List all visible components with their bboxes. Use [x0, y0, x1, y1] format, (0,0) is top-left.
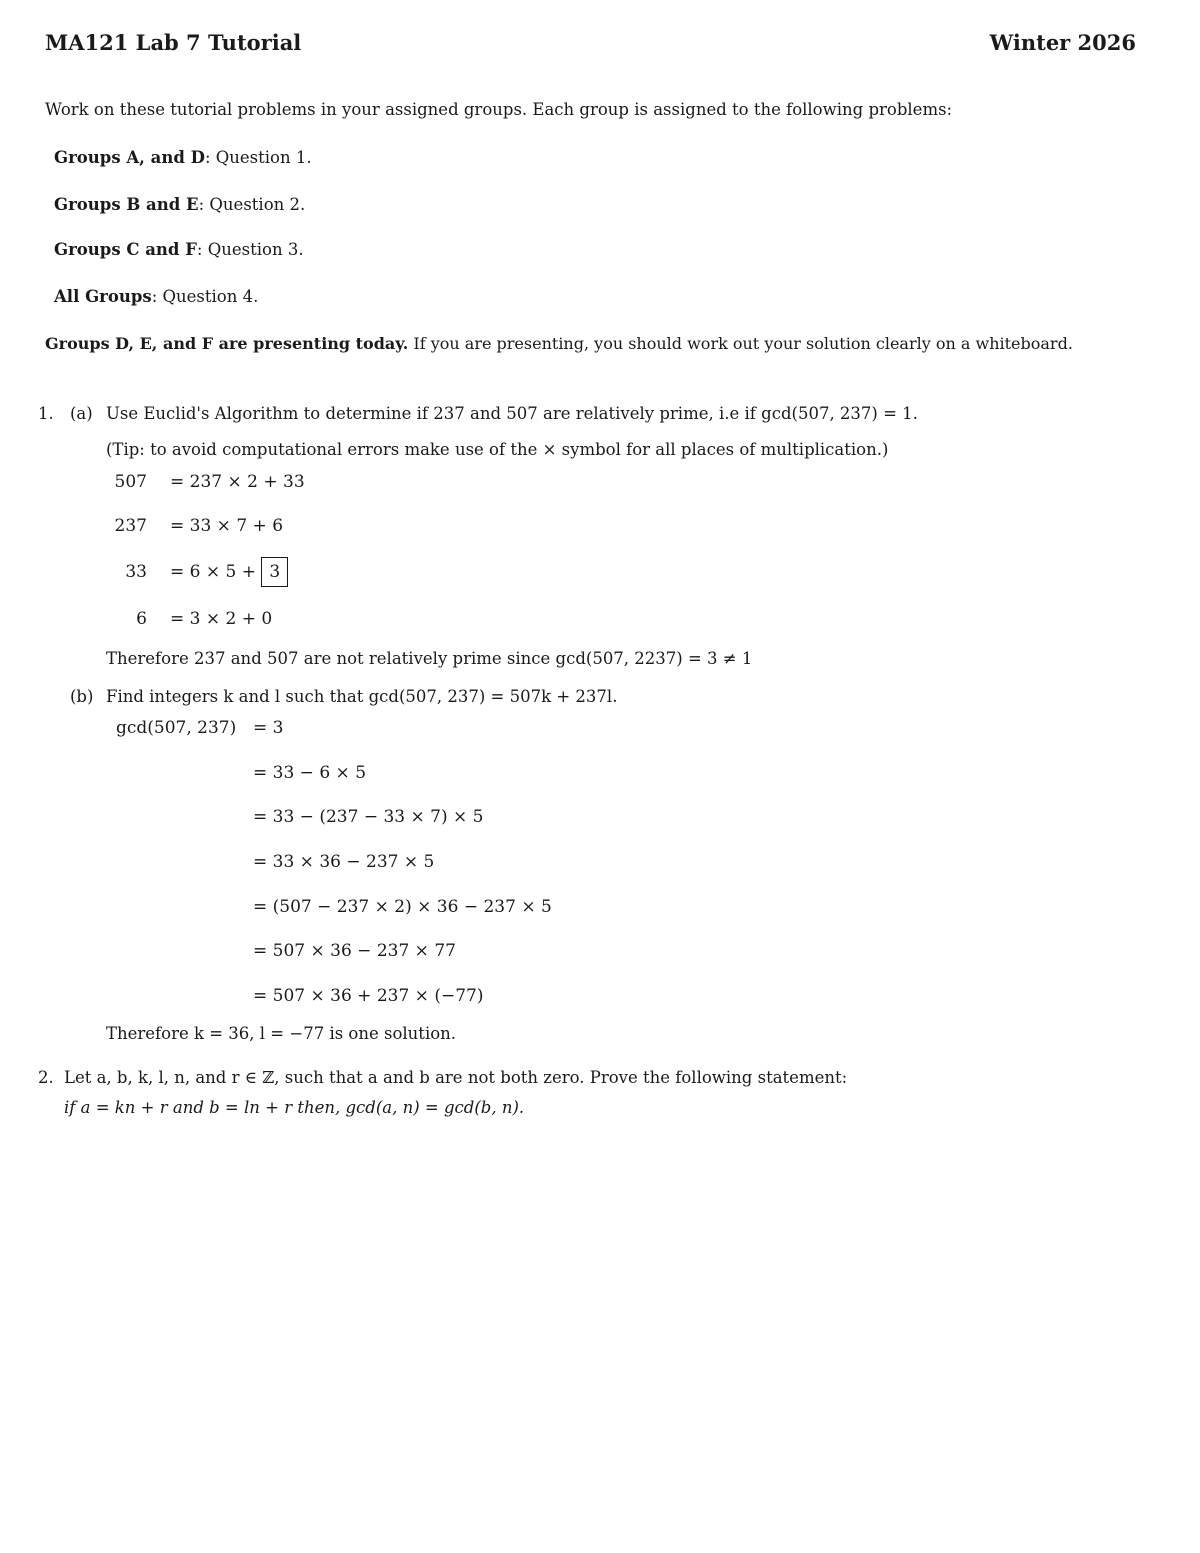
part-b-prompt: Find integers k and l such that gcd(507, 237) = 507k + 237l.: [106, 687, 618, 706]
term-label: Winter 2026: [989, 30, 1136, 55]
euclid-lhs: 507: [114, 472, 147, 492]
assignment-groups: Groups B and E: [54, 195, 199, 214]
assignment-item: [54, 287, 258, 306]
part-label-a: (a): [70, 404, 93, 423]
gcd-lhs: gcd(507, 237): [116, 718, 237, 738]
tip-text: (Tip: to avoid computational errors make use of the × symbol for all places of multiplication.): [106, 440, 889, 459]
page-title: MA121 Lab 7 Tutorial: [45, 30, 302, 55]
derivation-step: = 3: [253, 718, 284, 738]
euclid-rhs: = 237 × 2 + 33: [170, 472, 305, 492]
assignment-groups: Groups C and F: [54, 240, 197, 259]
intro-text: Work on these tutorial problems in your assigned groups. Each group is assigned to the following problems:: [45, 100, 953, 119]
derivation-step: = 33 × 36 − 237 × 5: [253, 852, 435, 872]
part-b-conclusion: Therefore k = 36, l = −77 is one solution.: [106, 1024, 457, 1043]
assignment-groups: Groups A, and D: [54, 148, 205, 167]
presenting-bold: Groups D, E, and F are presenting today.: [45, 334, 409, 353]
euclid-lhs: 237: [114, 516, 147, 536]
assignment-question: : Question 3.: [196, 240, 304, 259]
part-label-b: (b): [70, 687, 94, 706]
derivation-step: = 33 − (237 − 33 × 7) × 5: [253, 807, 484, 827]
assignment-item: [54, 148, 312, 167]
derivation-step: = 507 × 36 + 237 × (−77): [253, 986, 484, 1006]
gcd-boxed-value: 3: [261, 557, 288, 587]
euclid-lhs: 6: [136, 609, 147, 629]
question-2-statement: if a = kn + r and b = ln + r then, gcd(a, n) = gcd(b, n).: [64, 1098, 525, 1117]
assignment-question: : Question 2.: [198, 195, 306, 214]
assignment-item: [54, 240, 304, 259]
euclid-rhs-row: [170, 556, 288, 587]
assignment-question: : Question 1.: [204, 148, 312, 167]
presenting-note: [45, 334, 1073, 353]
derivation-step: = 507 × 36 − 237 × 77: [253, 941, 456, 961]
assignment-groups: All Groups: [54, 287, 152, 306]
euclid-rhs: = 3 × 2 + 0: [170, 609, 273, 629]
assignment-question: : Question 4.: [151, 287, 259, 306]
question-number: 2.: [38, 1068, 54, 1087]
part-a-conclusion: Therefore 237 and 507 are not relatively prime since gcd(507, 2237) = 3 ≠ 1: [106, 649, 753, 668]
presenting-rest: If you are presenting, you should work out your solution clearly on a whiteboard.: [413, 334, 1073, 353]
derivation-step: = (507 − 237 × 2) × 36 − 237 × 5: [253, 897, 552, 917]
euclid-rhs: = 6 × 5 +: [170, 562, 256, 582]
question-2-text: Let a, b, k, l, n, and r ∈ ℤ, such that a and b are not both zero. Prove the following statement:: [64, 1068, 848, 1087]
euclid-lhs: 33: [125, 562, 147, 582]
derivation-step: = 33 − 6 × 5: [253, 763, 367, 783]
part-a-prompt: Use Euclid's Algorithm to determine if 237 and 507 are relatively prime, i.e if gcd(507, 237) = 1.: [106, 404, 918, 423]
assignment-item: [54, 195, 305, 214]
question-number: 1.: [38, 404, 54, 423]
euclid-rhs: = 33 × 7 + 6: [170, 516, 284, 536]
